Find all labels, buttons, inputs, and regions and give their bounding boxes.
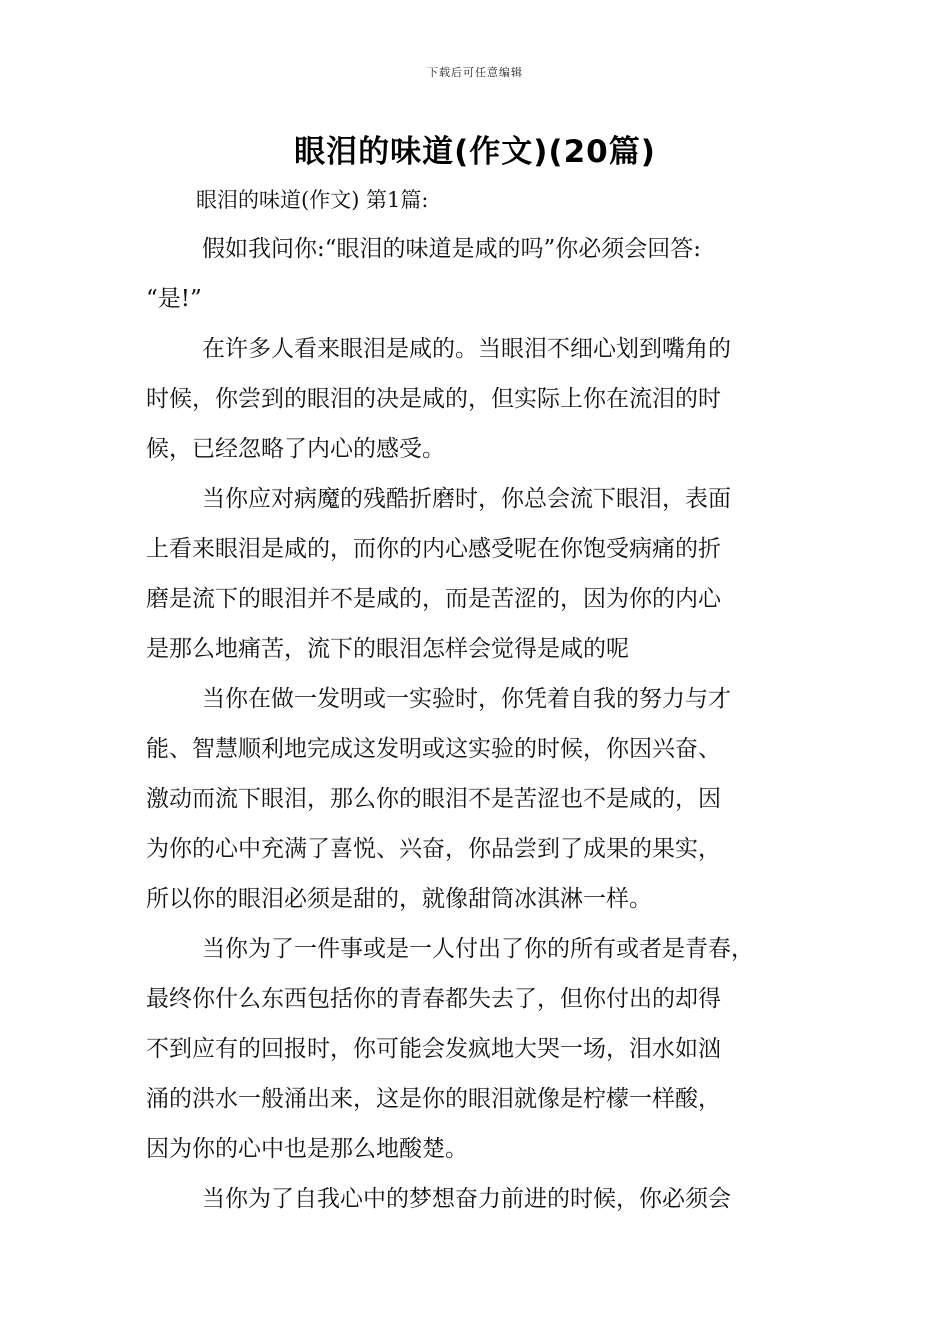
text-line: 最终你什么东西包括你的青春都失去了，但你付出的却得 [146, 986, 721, 1012]
text-line: 假如我问你:“眼泪的味道是咸的吗”你必须会回答: [202, 236, 702, 262]
text-line: 当你为了一件事或是一人付出了你的所有或者是青春， [202, 936, 754, 962]
text-line: 候，已经忽略了内心的感受。 [146, 436, 445, 462]
document-title: 眼泪的味道(作文)(20篇) [294, 134, 656, 170]
text-line: 能、智慧顺利地完成这发明或这实验的时候，你因兴奋、 [146, 736, 721, 762]
text-line: 不到应有的回报时，你可能会发疯地大哭一场，泪水如汹 [146, 1036, 721, 1062]
text-line: 当你在做一发明或一实验时，你凭着自我的努力与才 [202, 686, 731, 712]
text-line: 当你应对病魔的残酷折磨时，你总会流下眼泪，表面 [202, 486, 731, 512]
text-line: 上看来眼泪是咸的，而你的内心感受呢在你饱受病痛的折 [146, 536, 721, 562]
text-line: 当你为了自我心中的梦想奋力前进的时候，你必须会 [202, 1186, 731, 1212]
text-line: 是那么地痛苦，流下的眼泪怎样会觉得是咸的呢 [146, 636, 629, 662]
text-line: 激动而流下眼泪，那么你的眼泪不是苦涩也不是咸的，因 [146, 786, 721, 812]
document-body [146, 224, 814, 1224]
text-line: 磨是流下的眼泪并不是咸的，而是苦涩的，因为你的内心 [146, 586, 721, 612]
text-line: 所以你的眼泪必须是甜的，就像甜筒冰淇淋一样。 [146, 886, 652, 912]
text-line: 为你的心中充满了喜悦、兴奋，你品尝到了成果的果实， [146, 836, 721, 862]
text-line: 因为你的心中也是那么地酸楚。 [146, 1136, 468, 1162]
text-line: 涌的洪水一般涌出来，这是你的眼泪就像是柠檬一样酸， [146, 1086, 721, 1112]
text-line: 在许多人看来眼泪是咸的。当眼泪不细心划到嘴角的 [202, 336, 731, 362]
text-line: 时候，你尝到的眼泪的决是咸的，但实际上你在流泪的时 [146, 386, 721, 412]
header-note: 下载后可任意编辑 [427, 66, 523, 79]
text-line: “是!” [146, 286, 202, 312]
section-heading: 眼泪的味道(作文) 第1篇: [196, 188, 429, 212]
